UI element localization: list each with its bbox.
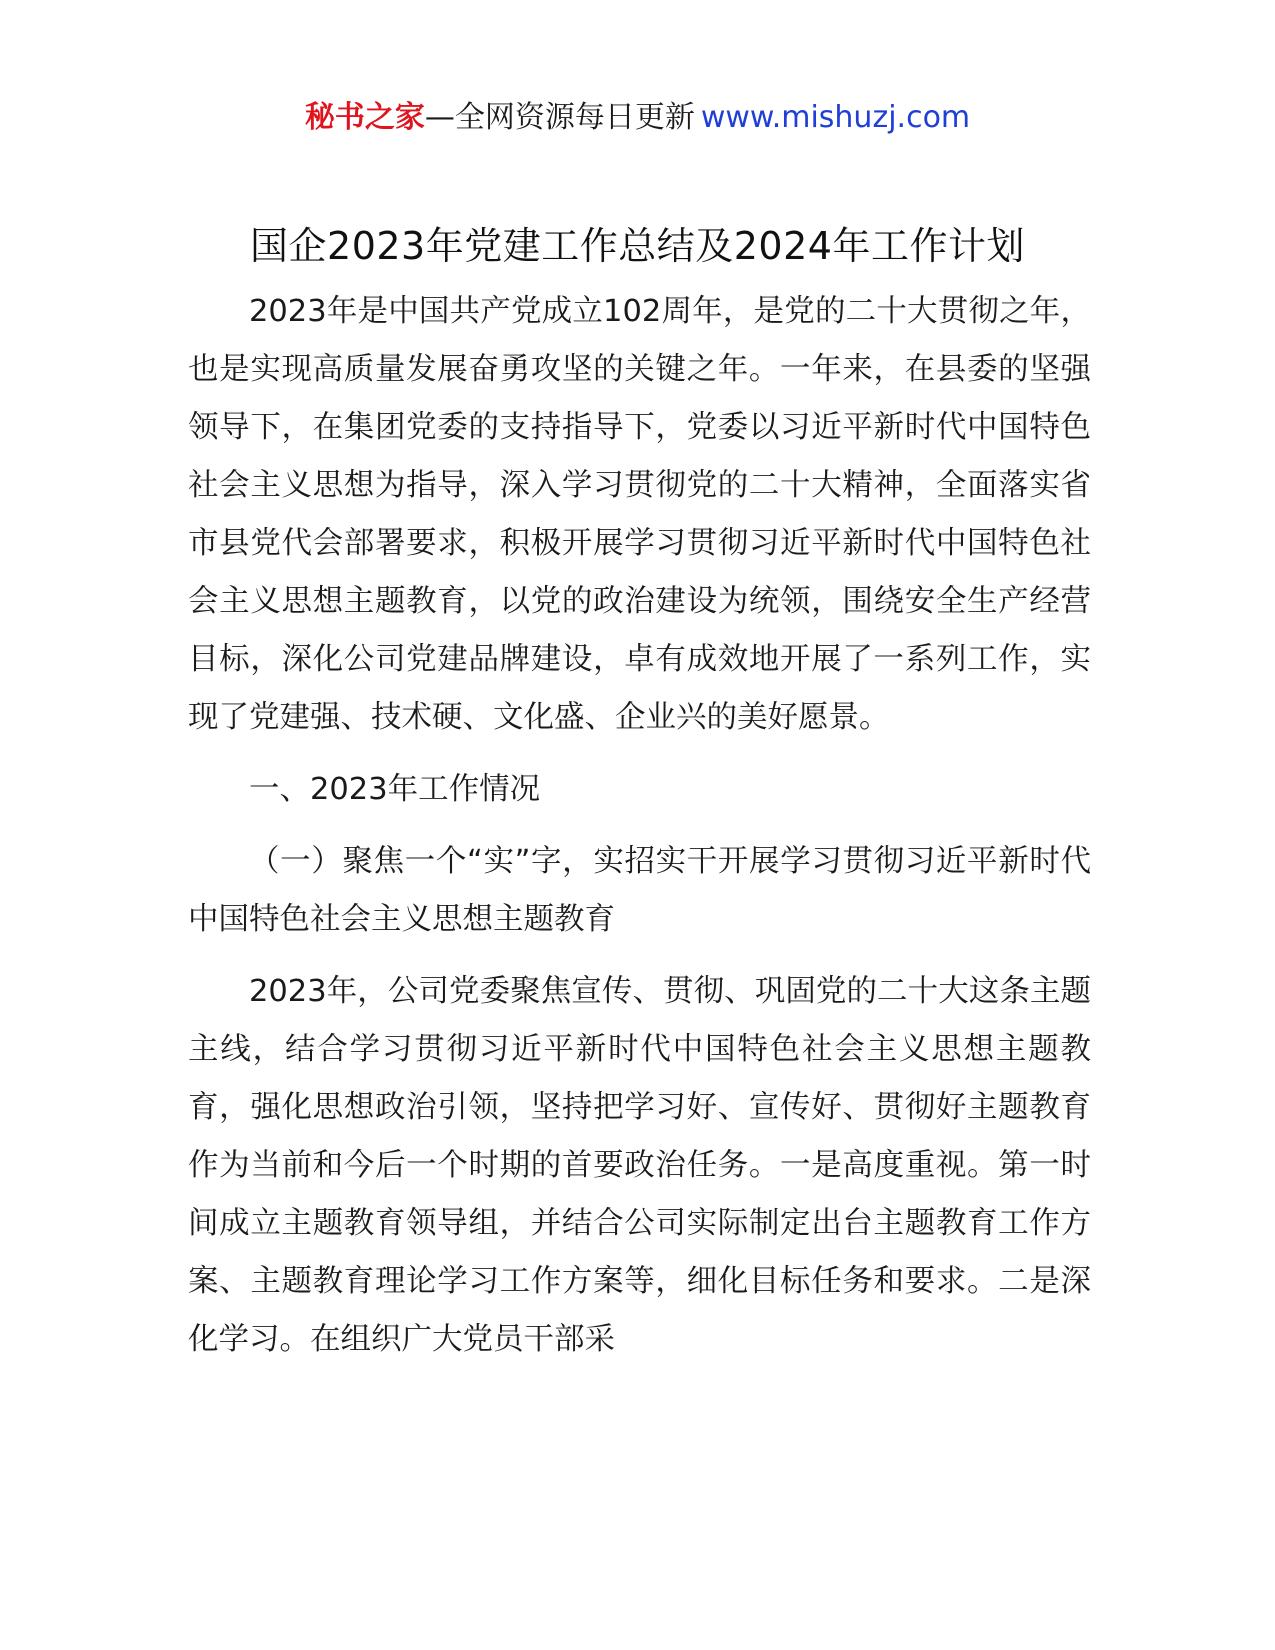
- site-banner: [0, 96, 1275, 140]
- section-heading: 一、2023年工作情况: [249, 772, 541, 807]
- intro-paragraph: 2023年是中国共产党成立102周年，是党的二十大贯彻之年，也是实现高质量发展奋勇攻坚的关键之年。一年来，在县委的坚强领导下，在集团党委的支持指导下，党委以习近平新时代中国特色社会主义思想为指导，深入学习贯彻党的二十大精神，全面落实省市县党代会部署要求，积极开展学习贯彻习近平新时代中国特色社会主义思想主题教育，以党的政治建设为统领，围绕安全生产经营目标，深化公司党建品牌建设，卓有成效地开展了一系列工作，实现了党建强、技术硬、文化盛、企业兴的美好愿景。: [188, 294, 1091, 735]
- body-paragraph: 2023年，公司党委聚焦宣传、贯彻、巩固党的二十大这条主题主线，结合学习贯彻习近平新时代中国特色社会主义思想主题教育，强化思想政治引领，坚持把学习好、宣传好、贯彻好主题教育作为当前和今后一个时期的首要政治任务。一是高度重视。第一时间成立主题教育领导组，并结合公司实际制定出台主题教育工作方案、主题教育理论学习工作方案等，细化目标任务和要求。二是深化学习。在组织广大党员干部采: [188, 974, 1091, 1357]
- subsection-heading: （一）聚焦一个“实”字，实招实干开展学习贯彻习近平新时代中国特色社会主义思想主题教育: [188, 844, 1091, 937]
- site-url-link[interactable]: www.mishuzj.com: [700, 100, 971, 135]
- banner-tagline: —全网资源每日更新: [424, 100, 695, 135]
- document-body: [188, 283, 1091, 1383]
- brand-name: 秘书之家: [304, 100, 425, 135]
- document-title: 国企2023年党建工作总结及2024年工作计划: [250, 224, 1025, 268]
